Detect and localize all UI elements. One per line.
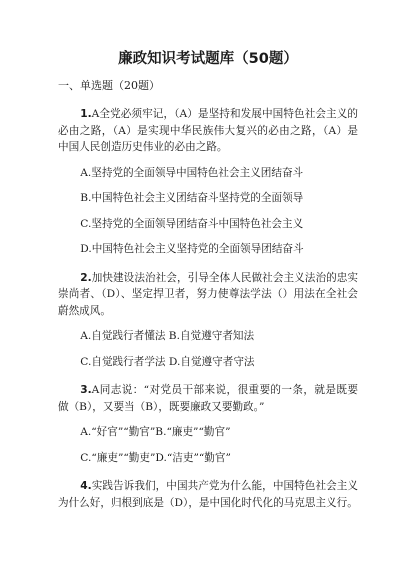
question-number: 1.: [80, 108, 92, 120]
question-4: [58, 478, 358, 511]
question-1: [58, 106, 358, 156]
option-1d: D.中国特色社会主义坚持党的全面领导团结奋斗: [80, 243, 304, 255]
option-1a: A.坚持党的全面领导中国特色社会主义团结奋斗: [80, 166, 304, 179]
question-text: 实践告诉我们，中国共产党为什么能，中国特色社会主义为什么好，归根到底是（D），是中国化时代化的马克思主义行。: [58, 480, 358, 509]
question-number: 3.: [80, 384, 92, 396]
option-1b: B.中国特色社会主义团结奋斗坚持党的全面领导: [80, 192, 304, 204]
question-text: 加快建设法治社会，引导全体人民做社会主义法治的忠实崇尚者、（D）、坚定捍卫者，努力使尊法学法（）用法在全社会蔚然成风。: [58, 271, 358, 317]
question-text: A同志说：“对党员干部来说，很重要的一条，就是既要做（B），又要当（B），既要廉政又要勤政。”: [58, 384, 358, 413]
question-number: 2.: [80, 271, 92, 284]
question-2: [58, 270, 358, 320]
option-3ab: A.“好官”“勤官”B.“廉吏”“勤官”: [80, 426, 231, 438]
question-3: [58, 382, 358, 415]
question-text: A全党必须牢记，（A）是坚持和发展中国特色社会主义的必由之路，（A）是实现中华民族伟大复兴的必由之路，（A）是中国人民创造历史伟业的必由之路。: [58, 108, 358, 153]
option-1c: C.坚持党的全面领导团结奋斗中国特色社会主义: [80, 217, 304, 230]
section-heading: 一、单选题（20题）: [58, 79, 160, 92]
option-2cd: C.自觉践行者学法 D.自觉遵守者守法: [80, 355, 255, 368]
option-2ab: A.自觉践行者懂法 B.自觉遵守者知法: [80, 330, 255, 342]
document-title: 廉政知识考试题库（50题）: [118, 51, 298, 67]
question-number: 4.: [80, 480, 92, 492]
option-3cd: C.“廉吏”“勤吏”D.“洁吏”“勤官”: [80, 451, 231, 464]
